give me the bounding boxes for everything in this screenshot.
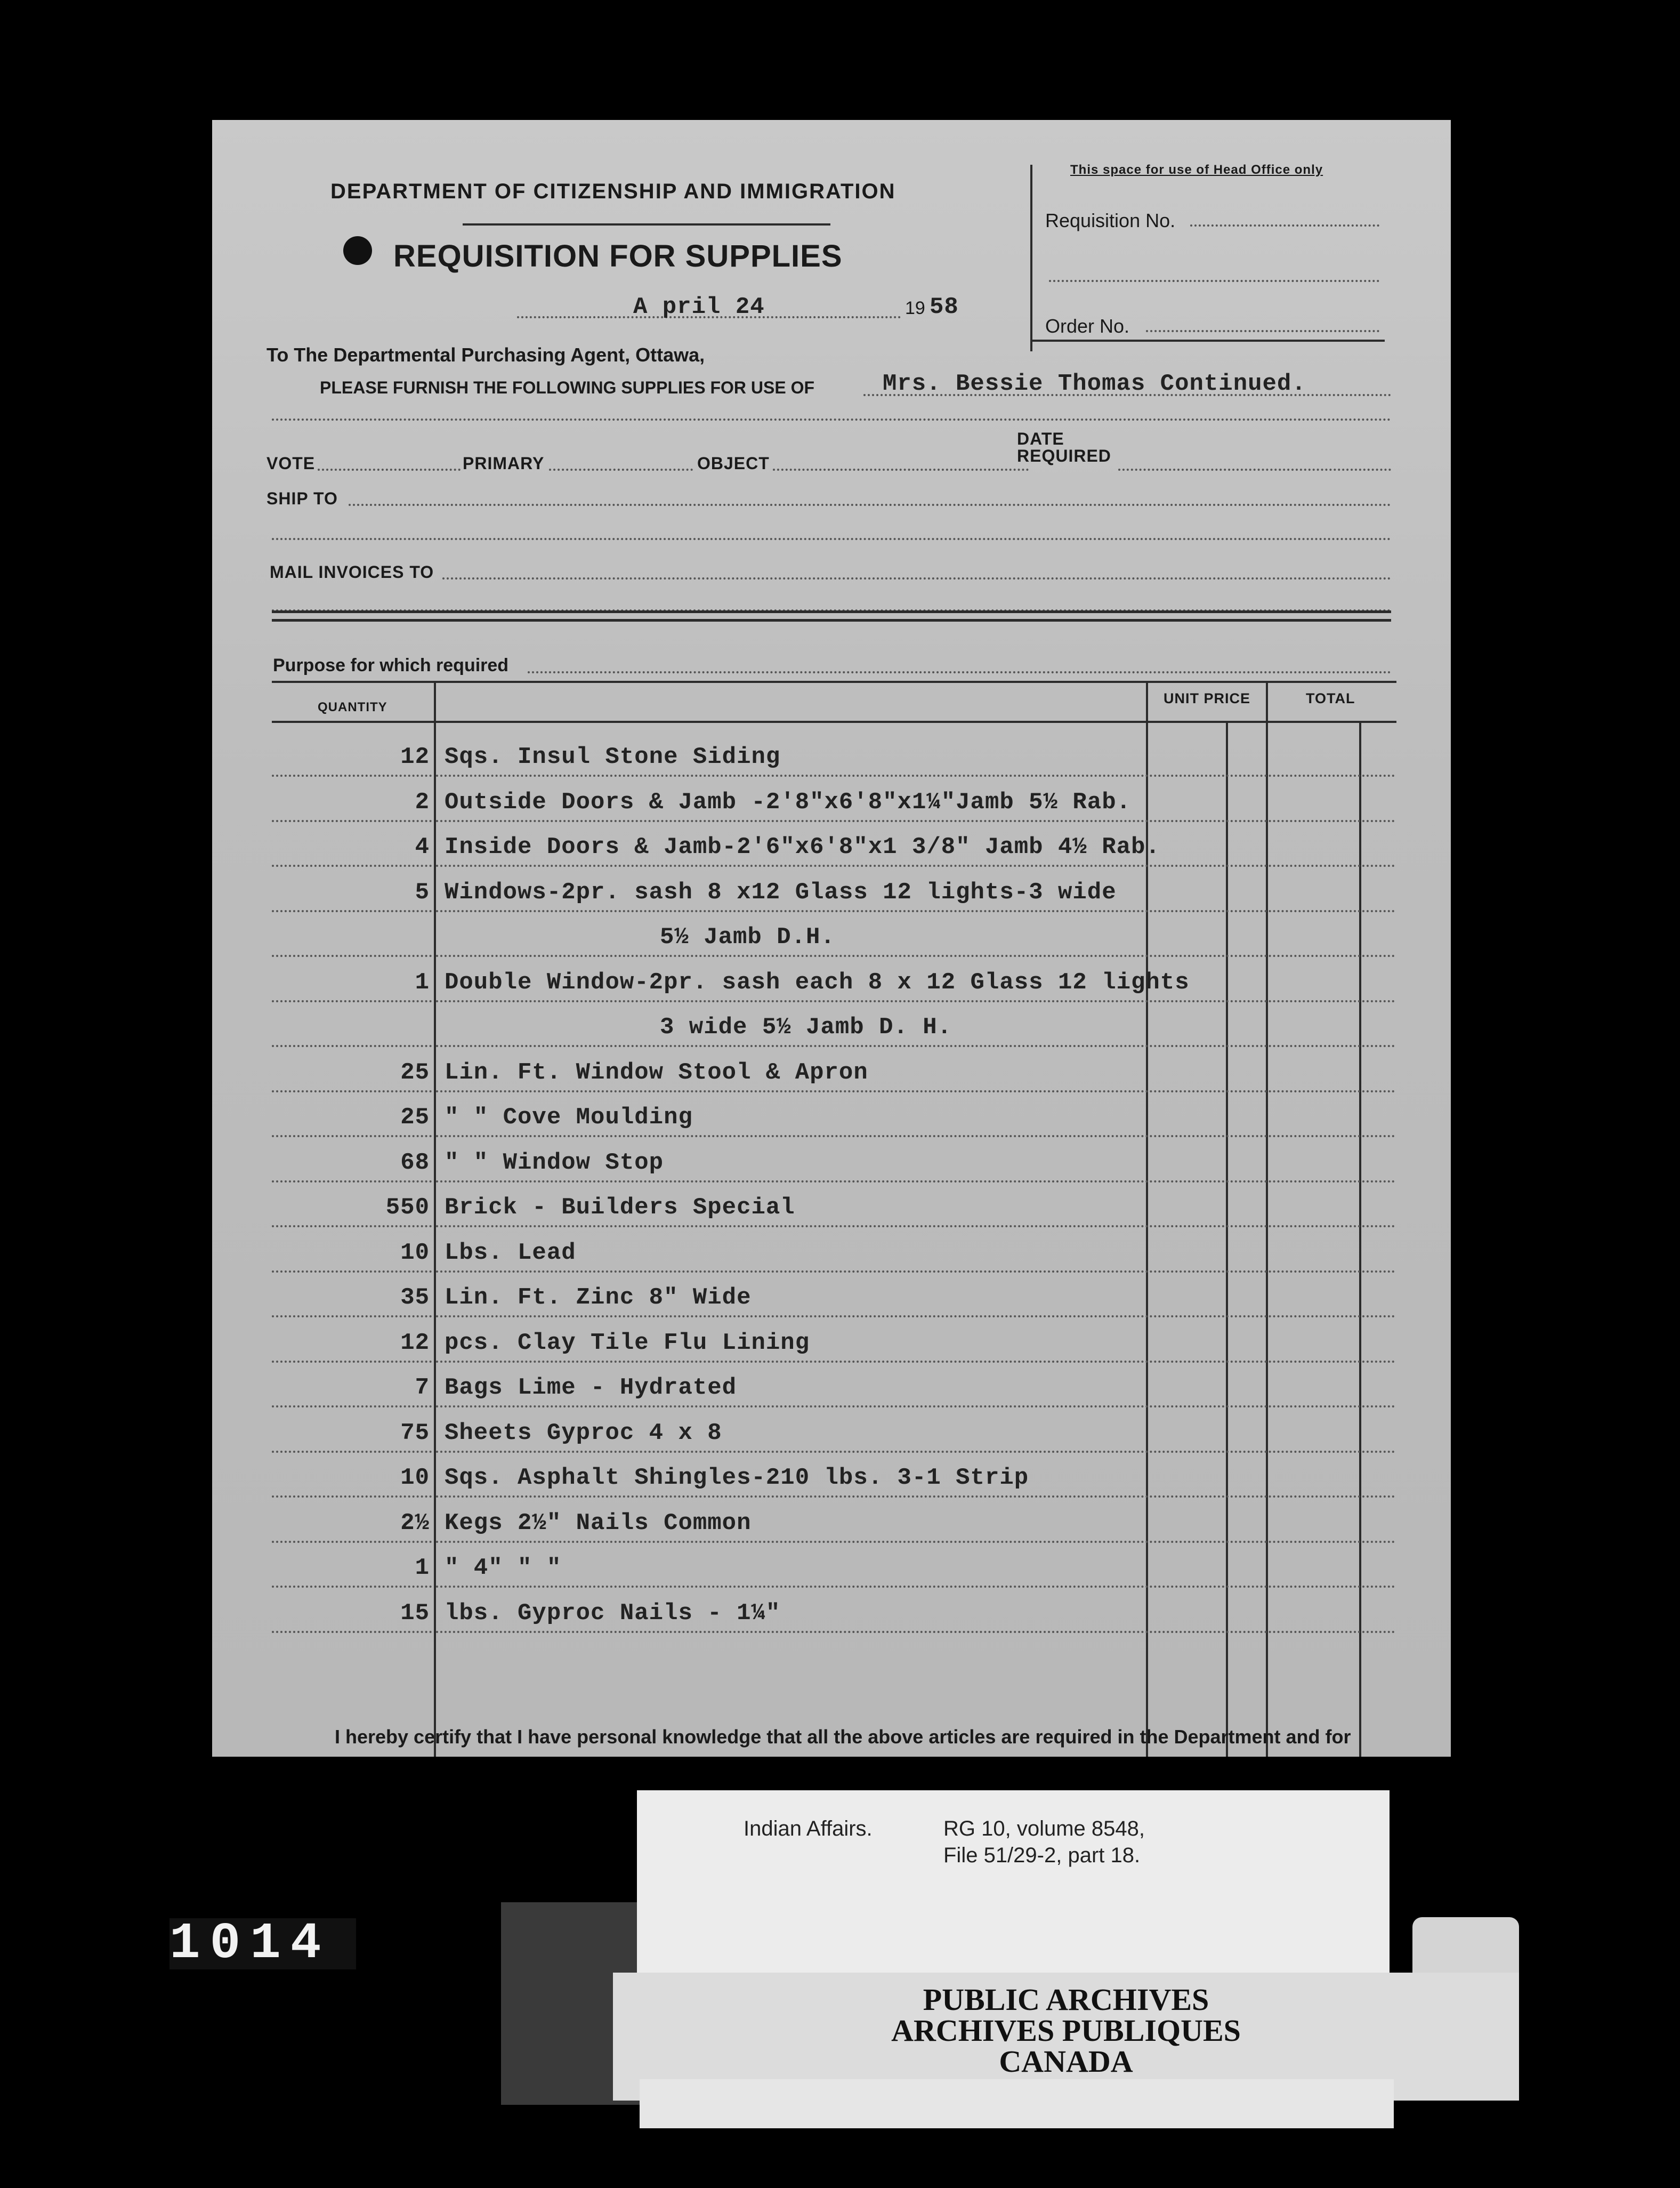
archive-stamp — [613, 1984, 1519, 2077]
item-rule-line — [436, 1541, 1395, 1543]
item-quantity: 35 — [400, 1284, 430, 1311]
archive-source: Indian Affairs. — [744, 1817, 873, 1840]
table-top-rule — [272, 681, 1396, 683]
item-quantity: 68 — [400, 1149, 430, 1176]
item-rule-line — [436, 1135, 1395, 1137]
item-description: 3 wide 5½ Jamb D. H. — [660, 1014, 952, 1041]
total-cents-divider — [1359, 721, 1361, 1757]
requisition-no-field — [1190, 224, 1379, 227]
mail-invoices-label: MAIL INVOICES TO — [270, 562, 434, 582]
item-rule-line — [272, 1270, 432, 1273]
item-rule-line — [436, 1000, 1395, 1002]
item-rule-line — [272, 1180, 432, 1183]
item-description: Outside Doors & Jamb -2'8"x6'8"x1¼"Jamb 5½ Rab. — [445, 789, 1132, 816]
ship-to-field — [349, 504, 1391, 506]
item-rule-line — [436, 1180, 1395, 1183]
year-value: 58 — [930, 294, 959, 320]
item-rule-line — [436, 955, 1395, 957]
vote-label: VOTE — [266, 454, 316, 473]
double-rule-bottom — [272, 619, 1391, 622]
item-quantity: 12 — [400, 744, 430, 770]
item-description: Inside Doors & Jamb-2'6"x6'8"x1 3/8" Jamb 4½ Rab. — [445, 834, 1160, 860]
item-quantity: 7 — [415, 1374, 430, 1401]
bullet-dot-icon — [343, 236, 372, 265]
department-heading: DEPARTMENT OF CITIZENSHIP AND IMMIGRATION — [330, 180, 896, 203]
item-rule-line — [436, 1451, 1395, 1453]
item-rule-line — [436, 865, 1395, 867]
archive-reference-line-2: File 51/29-2, part 18. — [943, 1844, 1141, 1867]
primary-field — [549, 469, 693, 471]
order-no-field — [1146, 330, 1379, 332]
item-quantity: 2 — [415, 789, 430, 816]
item-rule-line — [436, 775, 1395, 777]
item-rule-line — [272, 1541, 432, 1543]
item-description: " " Window Stop — [445, 1149, 664, 1176]
item-rule-line — [436, 1405, 1395, 1407]
total-column-divider — [1266, 681, 1268, 1757]
heading-rule — [463, 223, 830, 226]
item-quantity: 4 — [415, 834, 430, 860]
ship-to-line-2 — [272, 538, 1391, 540]
item-rule-line — [436, 1225, 1395, 1227]
qty-column-divider — [434, 681, 436, 1757]
primary-label: PRIMARY — [463, 454, 545, 473]
furnish-continuation-line — [272, 419, 1391, 421]
double-rule-top — [272, 610, 1391, 613]
item-description: Sqs. Asphalt Shingles-210 lbs. 3-1 Strip — [445, 1465, 1029, 1491]
item-quantity: 10 — [400, 1239, 430, 1266]
item-description: Brick - Builders Special — [445, 1194, 795, 1221]
object-field — [773, 469, 1029, 471]
requisition-no-label: Requisition No. — [1045, 210, 1176, 231]
item-rule-line — [272, 1135, 432, 1137]
item-description: Lin. Ft. Window Stool & Apron — [445, 1059, 868, 1086]
purpose-label: Purpose for which required — [273, 655, 509, 675]
date-required-field — [1118, 469, 1391, 471]
item-description: " " Cove Moulding — [445, 1104, 693, 1131]
head-office-blank-line — [1049, 280, 1379, 282]
item-rule-line — [272, 1045, 432, 1047]
item-rule-line — [436, 1090, 1395, 1092]
furnish-value: Mrs. Bessie Thomas Continued. — [883, 371, 1306, 397]
col-unit-price-header: UNIT PRICE — [1164, 690, 1251, 706]
item-rule-line — [272, 1000, 432, 1002]
item-rule-line — [436, 1315, 1395, 1317]
head-office-box-bottom-border — [1030, 340, 1385, 342]
certification-text: I hereby certify that I have personal knowledge that all the above articles are required in the Department and for — [335, 1726, 1351, 1748]
item-rule-line — [436, 1495, 1395, 1498]
item-rule-line — [272, 820, 432, 822]
item-rule-line — [436, 910, 1395, 912]
item-quantity: 25 — [400, 1059, 430, 1086]
item-quantity: 75 — [400, 1419, 430, 1446]
item-rule-line — [272, 1631, 432, 1633]
item-rule-line — [436, 1045, 1395, 1047]
item-description: Sheets Gyproc 4 x 8 — [445, 1419, 722, 1446]
item-description: 5½ Jamb D.H. — [660, 924, 835, 951]
item-quantity: 10 — [400, 1465, 430, 1491]
item-rule-line — [272, 1405, 432, 1407]
object-label: OBJECT — [697, 454, 770, 473]
item-description: lbs. Gyproc Nails - 1¼" — [445, 1599, 781, 1627]
item-quantity: 25 — [400, 1104, 430, 1131]
year-prefix: 19 — [905, 298, 925, 318]
item-quantity: 12 — [400, 1329, 430, 1356]
item-description: pcs. Clay Tile Flu Lining — [445, 1329, 810, 1356]
item-description: Sqs. Insul Stone Siding — [445, 744, 781, 770]
head-office-box-left-border — [1030, 165, 1032, 351]
to-line: To The Departmental Purchasing Agent, Ottawa, — [266, 344, 705, 366]
item-description: Double Window-2pr. sash each 8 x 12 Glass 12 lights — [445, 969, 1190, 996]
item-rule-line — [436, 1270, 1395, 1273]
item-quantity: 2½ — [400, 1509, 430, 1537]
stamp-line-2: ARCHIVES PUBLIQUES — [891, 2013, 1241, 2048]
date-value: A pril 24 — [633, 294, 765, 320]
mail-invoices-field — [442, 577, 1391, 580]
item-description: " 4" " " — [445, 1555, 562, 1581]
head-office-note: This space for use of Head Office only — [1070, 163, 1323, 177]
date-required-label-1: DATE — [1017, 429, 1064, 448]
furnish-label: PLEASE FURNISH THE FOLLOWING SUPPLIES FOR USE OF — [320, 378, 815, 397]
requisition-form — [212, 120, 1451, 1757]
item-description: Lin. Ft. Zinc 8" Wide — [445, 1284, 752, 1311]
item-rule-line — [272, 910, 432, 912]
item-description: Bags Lime - Hydrated — [445, 1374, 737, 1401]
item-rule-line — [272, 1451, 432, 1453]
item-rule-line — [436, 1361, 1395, 1363]
item-rule-line — [436, 1586, 1395, 1588]
archive-reference-card — [637, 1790, 1390, 1988]
item-rule-line — [272, 1495, 432, 1498]
order-no-label: Order No. — [1045, 315, 1130, 337]
ship-to-label: SHIP TO — [266, 489, 338, 508]
vote-field — [318, 469, 461, 471]
archive-reference-line-1: RG 10, volume 8548, — [943, 1817, 1145, 1840]
archive-label-base — [640, 2079, 1394, 2128]
item-rule-line — [272, 955, 432, 957]
item-description: Lbs. Lead — [445, 1239, 576, 1266]
col-quantity-header: QUANTITY — [318, 700, 387, 714]
item-quantity: 5 — [415, 879, 430, 906]
unit-price-cents-divider — [1226, 721, 1228, 1757]
item-description: Windows-2pr. sash 8 x12 Glass 12 lights-3 wide — [445, 879, 1117, 906]
item-quantity: 550 — [385, 1194, 430, 1221]
item-quantity: 15 — [400, 1599, 430, 1627]
item-rule-line — [436, 820, 1395, 822]
form-title: REQUISITION FOR SUPPLIES — [393, 239, 843, 274]
item-description: Kegs 2½" Nails Common — [445, 1509, 752, 1537]
item-rule-line — [272, 1315, 432, 1317]
date-required-label-2: REQUIRED — [1017, 446, 1111, 465]
item-rule-line — [272, 1586, 432, 1588]
col-total-header: TOTAL — [1306, 690, 1355, 706]
item-rule-line — [272, 865, 432, 867]
item-rule-line — [436, 1631, 1395, 1633]
stamp-line-3: CANADA — [999, 2044, 1133, 2079]
item-quantity: 1 — [415, 969, 430, 996]
stamp-line-1: PUBLIC ARCHIVES — [923, 1982, 1209, 2017]
item-rule-line — [272, 1225, 432, 1227]
item-rule-line — [272, 775, 432, 777]
item-quantity: 1 — [415, 1555, 430, 1581]
purpose-field — [528, 671, 1391, 673]
item-rule-line — [272, 1361, 432, 1363]
frame-number: 1014 — [169, 1918, 356, 1969]
item-rule-line — [272, 1090, 432, 1092]
